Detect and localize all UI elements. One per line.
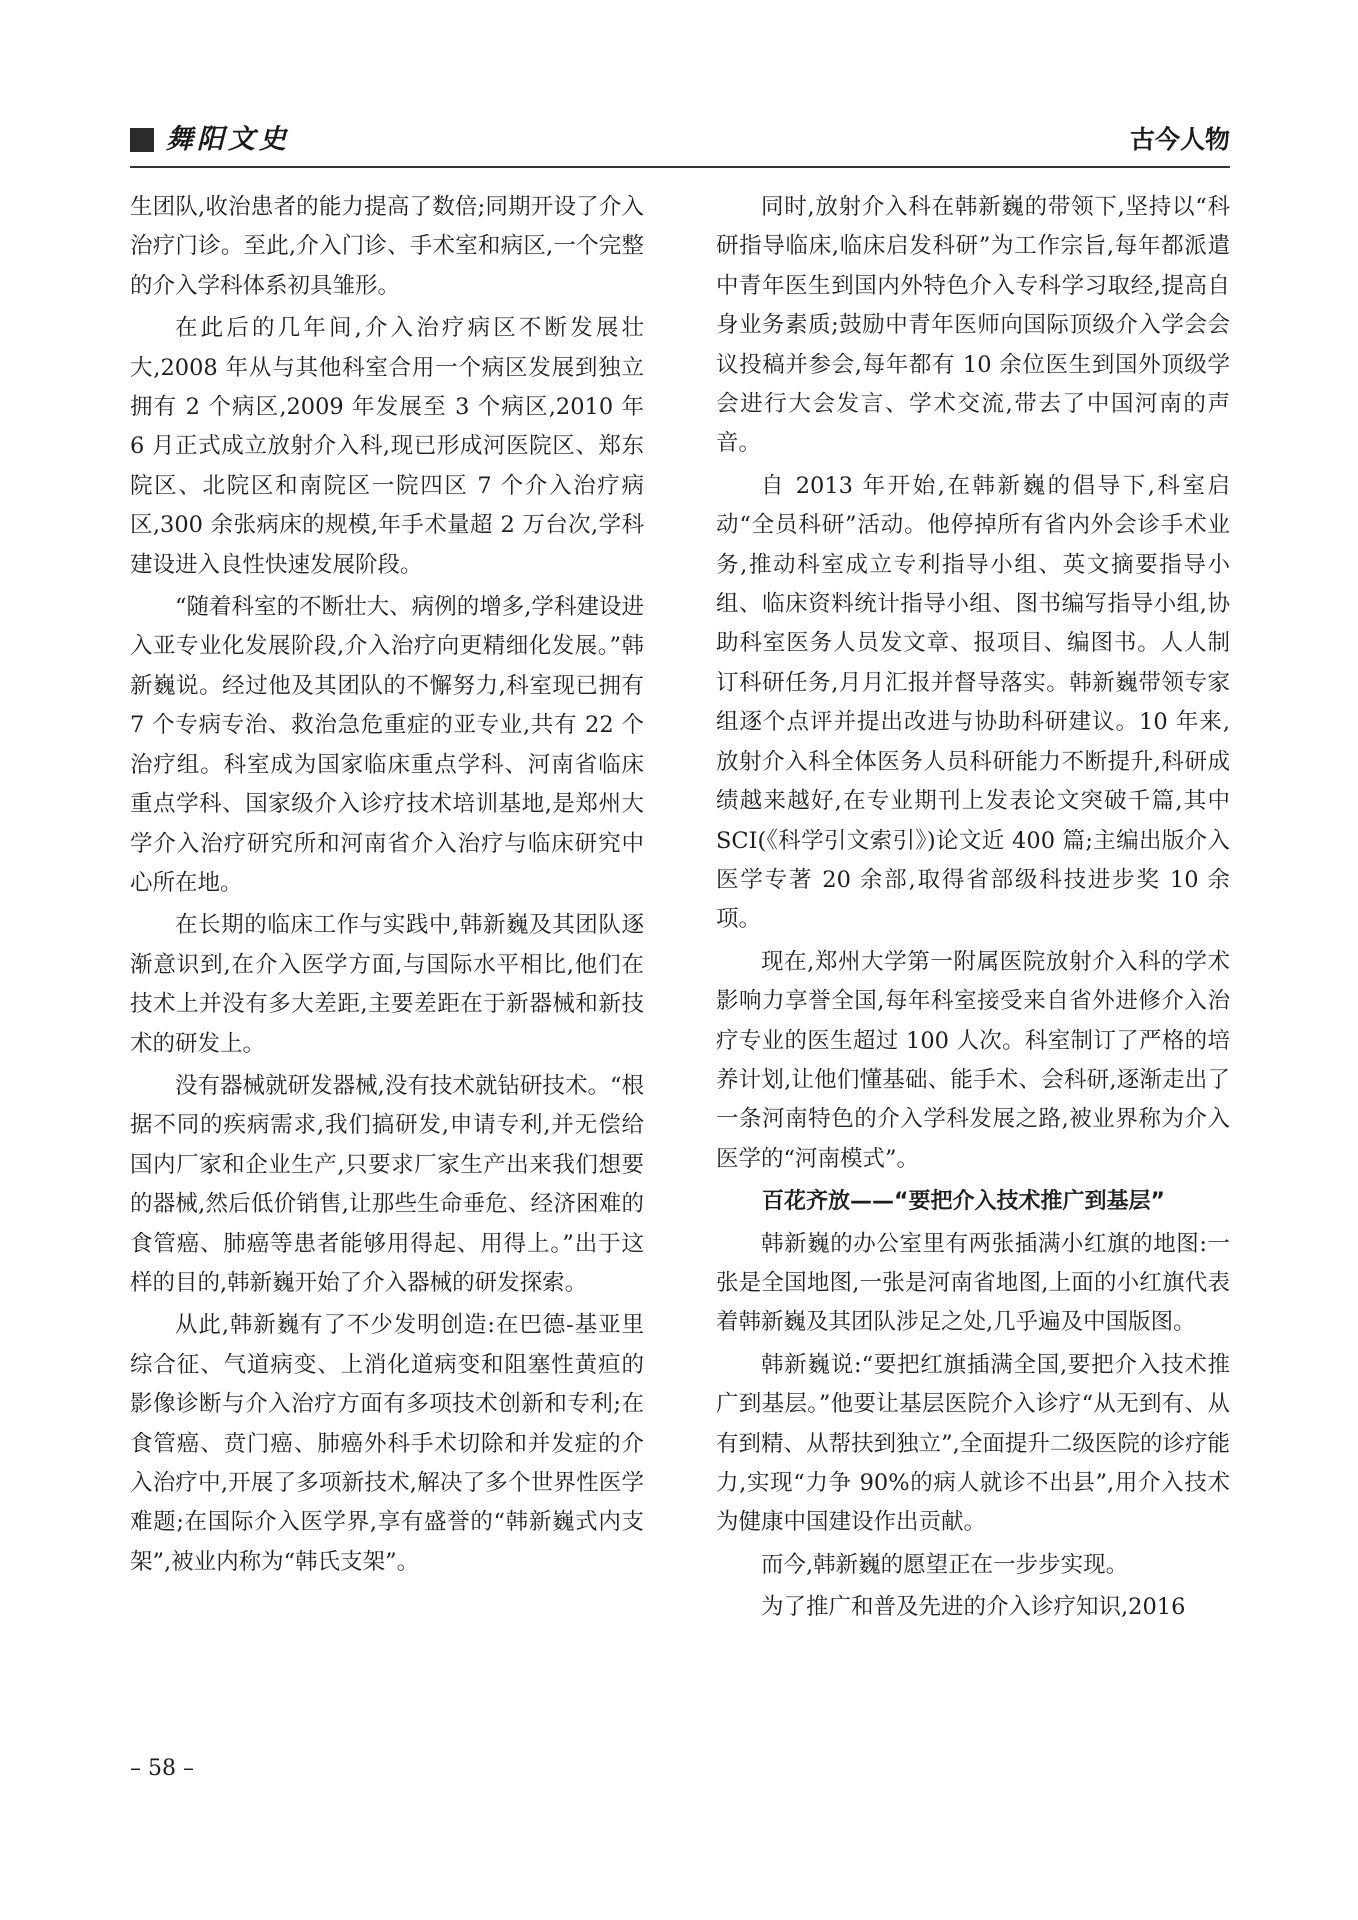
paragraph: 韩新巍说:“要把红旗插满全国,要把介入技术推广到基层。”他要让基层医院介入诊疗“从无到有、从有到精、从帮扶到独立”,全面提升二级医院的诊疗能力,实现“力争 90%的病人就诊不出县”,用介入技术为健康中国建设作出贡献。 [716, 1351, 1230, 1536]
paragraph: 自 2013 年开始,在韩新巍的倡导下,科室启动“全员科研”活动。他停掉所有省内外会诊手术业务,推动科室成立专利指导小组、英文摘要指导小组、临床资料统计指导小组、图书编写指导小组,协助科室医务人员发文章、报项目、编图书。人人制订科研任务,月月汇报并督导落实。韩新巍带领专家组逐个点评并提出改进与协助科研建议。10 年来,放射介入科全体医务人员科研能力不断提升,科研成绩越来越好,在专业期刊上发表论文突破千篇,其中 SCI(《科学引文索引》)论文近 400 篇;主编出版介入医学专著 20 余部,取得省部级科技进步奖 10 余项。 [716, 472, 1230, 933]
left-column [130, 188, 644, 1585]
paragraph: 同时,放射介入科在韩新巍的带领下,坚持以“科研指导临床,临床启发科研”为工作宗旨,每年都派遣中青年医生到国内外特色介入专科学习取经,提高自身业务素质;鼓励中青年医师向国际顶级介入学会会议投稿并参会,每年都有 10 余位医生到国外顶级学会进行大会发言、学术交流,带去了中国河南的声音。 [716, 194, 1230, 457]
running-header [130, 124, 1230, 160]
paragraph: 在此后的几年间,介入治疗病区不断发展壮大,2008 年从与其他科室合用一个病区发展到独立拥有 2 个病区,2009 年发展至 3 个病区,2010 年 6 月正式成立放射介入科,现已形成河医院区、郑东院区、北院区和南院区一院四区 7 个介入治疗病区,300 余张病床的规模,年手术量超 2 万台次,学科建设进入良性快速发展阶段。 [130, 315, 644, 578]
header-rule [130, 166, 1230, 168]
right-column [716, 188, 1230, 1631]
page-number: – 58 – [130, 1756, 194, 1781]
paragraph: “随着科室的不断壮大、病例的增多,学科建设进入亚专业化发展阶段,介入治疗向更精细化发展。”韩新巍说。经过他及其团队的不懈努力,科室现已拥有 7 个专病专治、救治急危重症的亚专业,共有 22 个治疗组。科室成为国家临床重点学科、河南省临床重点学科、国家级介入诊疗技术培训基地,是郑州大学介入治疗研究所和河南省介入治疗与临床研究中心所在地。 [130, 594, 644, 896]
paragraph: 没有器械就研发器械,没有技术就钻研技术。“根据不同的疾病需求,我们搞研发,申请专利,并无偿给国内厂家和企业生产,只要求厂家生产出来我们想要的器械,然后低价销售,让那些生命垂危、经济困难的食管癌、肺癌等患者能够用得起、用得上。”出于这样的目的,韩新巍开始了介入器械的研发探索。 [130, 1072, 644, 1296]
paragraph: 在长期的临床工作与实践中,韩新巍及其团队逐渐意识到,在介入医学方面,与国际水平相比,他们在技术上并没有多大差距,主要差距在于新器械和新技术的研发上。 [130, 912, 644, 1057]
section-title: 古今人物 [1129, 125, 1230, 154]
journal-title: 舞阳文史 [166, 124, 290, 155]
paragraph: 而今,韩新巍的愿望正在一步步实现。 [761, 1551, 1129, 1578]
header-square-mark [130, 128, 154, 152]
paragraph: 从此,韩新巍有了不少发明创造:在巴德-基亚里综合征、气道病变、上消化道病变和阻塞性黄疸的影像诊断与介入治疗方面有多项技术创新和专利;在食管癌、贲门癌、肺癌外科手术切除和并发症的介入治疗中,开展了多项新技术,解决了多个世界性医学难题;在国际介入医学界,享有盛誉的“韩新巍式内支架”,被业内称为“韩氏支架”。 [130, 1312, 644, 1575]
paragraph: 为了推广和普及先进的介入诊疗知识,2016 [761, 1594, 1186, 1621]
paragraph: 韩新巍的办公室里有两张插满小红旗的地图:一张是全国地图,一张是河南省地图,上面的小红旗代表着韩新巍及其团队涉足之处,几乎遍及中国版图。 [716, 1230, 1230, 1336]
paragraph: 现在,郑州大学第一附属医院放射介入科的学术影响力享誉全国,每年科室接受来自省外进修介入治疗专业的医生超过 100 人次。科室制订了严格的培养计划,让他们懂基础、能手术、会科研,逐渐走出了一条河南特色的介入学科发展之路,被业界称为介入医学的“河南模式”。 [716, 948, 1230, 1172]
section-subheading: 百花齐放——“要把介入技术推广到基层” [762, 1189, 1165, 1215]
paragraph: 生团队,收治患者的能力提高了数倍;同期开设了介入治疗门诊。至此,介入门诊、手术室和病区,一个完整的介入学科体系初具雏形。 [130, 194, 644, 299]
